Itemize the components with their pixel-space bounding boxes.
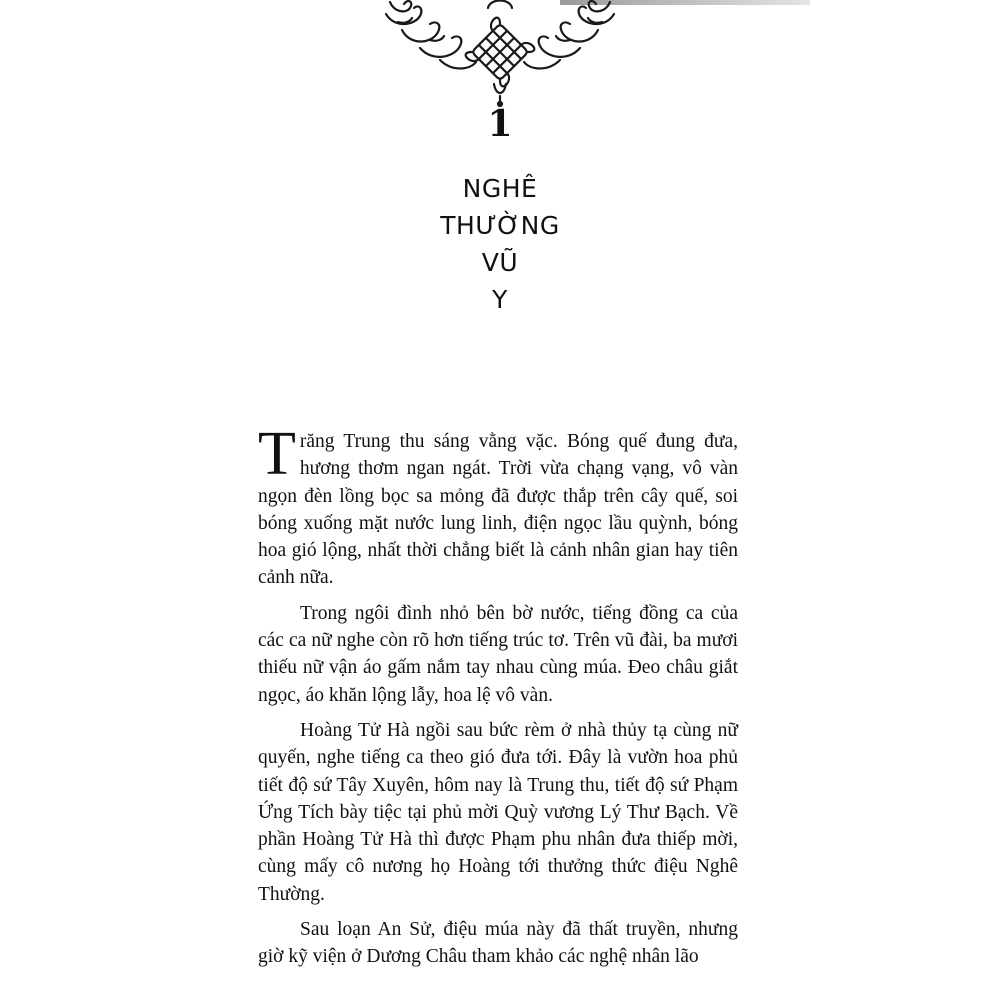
chapter-title-line: Y <box>492 285 508 314</box>
chapter-title-line: NGHÊ <box>462 174 538 203</box>
paragraph-text: răng Trung thu sáng vằng vặc. Bóng quế đung đưa, hương thơm ngan ngát. Trời vừa chạng vạng, vô vàn ngọn đèn lồng bọc sa mỏng đã được thắp trên cây quế, soi bóng xuống mặt nước lung linh, điện ngọc lầu quỳnh, bóng hoa gió lộng, nhất thời chẳng biết là cảnh nhân gian hay tiên cảnh nữa. <box>258 431 738 589</box>
chapter-title <box>400 170 600 318</box>
endless-knot-ornament-icon <box>380 0 620 108</box>
paragraph: Hoàng Tử Hà ngồi sau bức rèm ở nhà thủy tạ cùng nữ quyến, nghe tiếng ca theo gió đưa tới. Đây là vườn hoa phủ tiết độ sứ Tây Xuyên, hôm nay là Trung thu, tiết độ sứ Phạm Ứng Tích bày tiệc tại phủ mời Quỳ vương Lý Thư Bạch. Về phần Hoàng Tử Hà thì được Phạm phu nhân đưa thiếp mời, cùng mấy cô nương họ Hoàng tới thưởng thức điệu Nghê Thường. <box>258 719 738 905</box>
chapter-body-text <box>258 420 738 979</box>
drop-cap: T <box>258 420 296 488</box>
chapter-title-line: VŨ <box>481 248 519 277</box>
paragraph: Trong ngôi đình nhỏ bên bờ nước, tiếng đồng ca của các ca nữ nghe còn rõ hơn tiếng trúc tơ. Trên vũ đài, ba mươi thiếu nữ vận áo gấm nắm tay nhau cùng múa. Đeo châu giắt ngọc, áo khăn lộng lẫy, hoa lệ vô vàn. <box>258 602 738 706</box>
paragraph: Sau loạn An Sử, điệu múa này đã thất truyền, nhưng giờ kỹ viện ở Dương Châu tham khảo các nghệ nhân lão <box>258 919 738 968</box>
chapter-number: 1 <box>487 103 513 145</box>
chapter-title-line: THƯỜNG <box>440 211 560 240</box>
paragraph <box>258 420 738 592</box>
